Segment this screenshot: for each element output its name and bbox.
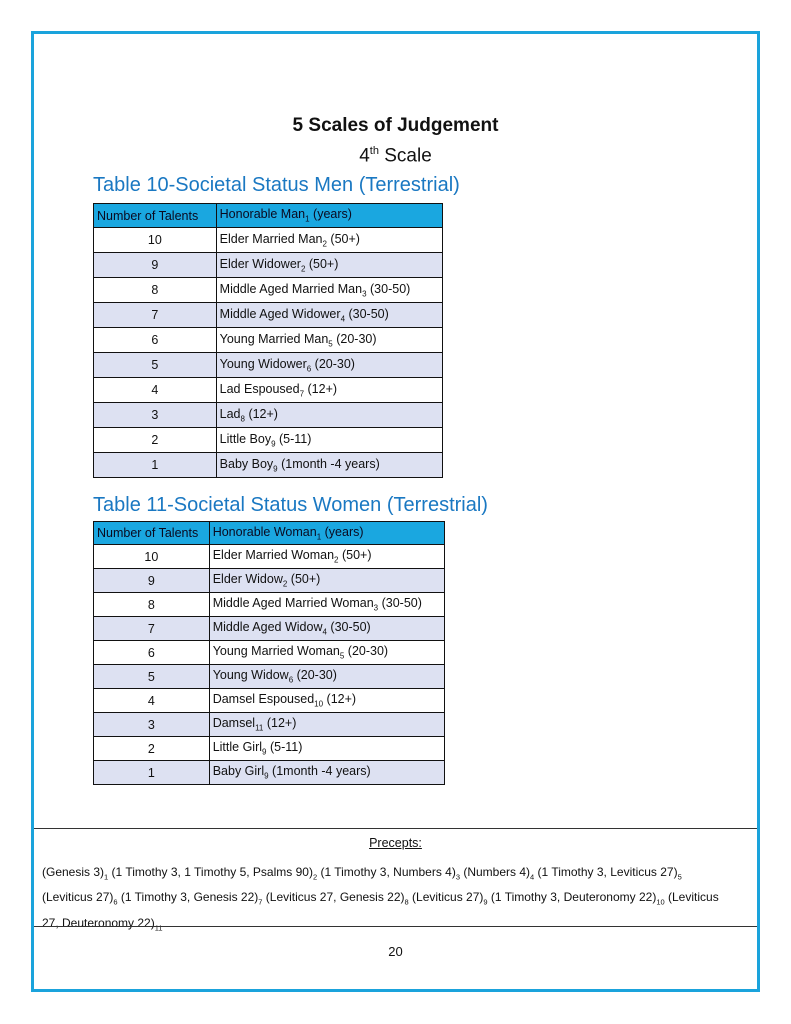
precept-ref-number: 6 <box>113 897 118 907</box>
table-row <box>94 328 443 353</box>
talents-cell: 5 <box>94 353 217 378</box>
talents-cell: 2 <box>94 737 210 761</box>
precept-ref-number: 4 <box>530 872 535 882</box>
status-cell: Little Girl$_9$ (5-11) <box>209 737 444 761</box>
status-cell: Young Married Man$_5$ (20-30) <box>216 328 442 353</box>
precepts-top-rule <box>34 828 757 829</box>
page-title: 5 Scales of Judgement <box>292 115 499 136</box>
precept-ref-number: 7 <box>258 897 263 907</box>
precept-ref: (Leviticus 27, Deuteronomy 22) <box>42 890 719 930</box>
header-number-of-talents: Number of Talents <box>94 204 217 228</box>
precept-ref: (1 Timothy 3, Numbers 4) <box>317 865 456 879</box>
status-cell: Middle Aged Widower$_4$ (30-50) <box>216 303 442 328</box>
talents-cell: 7 <box>94 617 210 641</box>
precept-ref: (1 Timothy 3, Leviticus 27) <box>534 865 678 879</box>
scale-number: 4 <box>359 145 370 167</box>
table-header-row <box>94 522 445 545</box>
status-cell: Little Boy$_9$ (5-11) <box>216 428 442 453</box>
talents-cell: 10 <box>94 545 210 569</box>
status-cell: Young Widower$_6$ (20-30) <box>216 353 442 378</box>
table-header-row <box>94 204 443 228</box>
talents-cell: 1 <box>94 453 217 478</box>
table-row <box>94 641 445 665</box>
precept-ref: (1 Timothy 3, 1 Timothy 5, Psalms 90) <box>108 865 313 879</box>
status-cell: Baby Boy$_9$ (1month -4 years) <box>216 453 442 478</box>
table-row <box>94 403 443 428</box>
table-row <box>94 617 445 641</box>
table-row <box>94 303 443 328</box>
table-row <box>94 569 445 593</box>
precept-ref-number: 8 <box>404 897 409 907</box>
table-row <box>94 593 445 617</box>
status-cell: Middle Aged Married Woman$_3$ (30-50) <box>209 593 444 617</box>
precept-ref-number: 10 <box>656 897 665 907</box>
talents-cell: 6 <box>94 328 217 353</box>
status-cell: Young Married Woman$_5$ (20-30) <box>209 641 444 665</box>
precept-ref: (Leviticus 27) <box>42 890 114 905</box>
table-row <box>94 665 445 689</box>
talents-cell: 7 <box>94 303 217 328</box>
scale-subtitle <box>0 145 791 167</box>
status-cell: Lad Espoused$_7$ (12+) <box>216 378 442 403</box>
precept-ref: (Numbers 4) <box>460 865 531 879</box>
table-row <box>94 228 443 253</box>
status-cell: Elder Widower$_2$ (50+) <box>216 253 442 278</box>
precept-ref-number: 5 <box>677 872 682 882</box>
precept-ref-number: 11 <box>154 923 163 933</box>
table-row <box>94 378 443 403</box>
header-number-of-talents: Number of Talents <box>94 522 210 545</box>
talents-cell: 4 <box>94 378 217 403</box>
table-row <box>94 353 443 378</box>
talents-cell: 3 <box>94 713 210 737</box>
precept-ref-number: 2 <box>312 872 318 882</box>
table-row <box>94 278 443 303</box>
page-number: 20 <box>388 944 403 959</box>
talents-cell: 9 <box>94 569 210 593</box>
status-cell: Elder Widow$_2$ (50+) <box>209 569 444 593</box>
precept-ref: (Leviticus 27, Genesis 22) <box>262 890 405 905</box>
table-row <box>94 253 443 278</box>
talents-cell: 4 <box>94 689 210 713</box>
table10-caption: Table 10-Societal Status Men (Terrestrial) <box>93 174 460 196</box>
header-honorable-man: Honorable Man$_1$ (years) <box>216 204 442 228</box>
table-row <box>94 689 445 713</box>
table11-women <box>93 521 445 785</box>
table-row <box>94 713 445 737</box>
precept-ref: (Genesis 3) <box>42 865 105 879</box>
precept-ref-number: 3 <box>455 872 461 882</box>
precept-ref: (1 Timothy 3, Deuteronomy 22) <box>487 890 657 905</box>
status-cell: Baby Girl$_9$ (1month -4 years) <box>209 761 444 785</box>
scale-word: Scale <box>378 145 432 167</box>
talents-cell: 6 <box>94 641 210 665</box>
table-row <box>94 453 443 478</box>
precept-ref: (Leviticus 27) <box>408 890 484 905</box>
talents-cell: 10 <box>94 228 217 253</box>
table-row <box>94 737 445 761</box>
table11-caption: Table 11-Societal Status Women (Terrestrial) <box>93 494 488 516</box>
talents-cell: 3 <box>94 403 217 428</box>
table-row <box>94 761 445 785</box>
status-cell: Damsel Espoused$_{10}$ (12+) <box>209 689 444 713</box>
table-row <box>94 545 445 569</box>
status-cell: Elder Married Man$_2$ (50+) <box>216 228 442 253</box>
precepts-bottom-rule <box>34 926 757 927</box>
talents-cell: 8 <box>94 593 210 617</box>
talents-cell: 9 <box>94 253 217 278</box>
precept-ref-number: 9 <box>483 897 488 907</box>
precepts-heading: Precepts: <box>369 836 422 850</box>
talents-cell: 2 <box>94 428 217 453</box>
precept-ref: (1 Timothy 3, Genesis 22) <box>117 890 259 905</box>
status-cell: Young Widow$_6$ (20-30) <box>209 665 444 689</box>
talents-cell: 8 <box>94 278 217 303</box>
status-cell: Elder Married Woman$_2$ (50+) <box>209 545 444 569</box>
header-honorable-woman: Honorable Woman$_1$ (years) <box>209 522 444 545</box>
status-cell: Middle Aged Married Man$_3$ (30-50) <box>216 278 442 303</box>
table-row <box>94 428 443 453</box>
status-cell: Middle Aged Widow$_4$ (30-50) <box>209 617 444 641</box>
precept-ref-number: 1 <box>104 872 109 882</box>
status-cell: Lad$_8$ (12+) <box>216 403 442 428</box>
status-cell: Damsel$_{11}$ (12+) <box>209 713 444 737</box>
scale-suffix: th <box>369 145 379 157</box>
talents-cell: 5 <box>94 665 210 689</box>
talents-cell: 1 <box>94 761 210 785</box>
table10-men <box>93 203 443 478</box>
